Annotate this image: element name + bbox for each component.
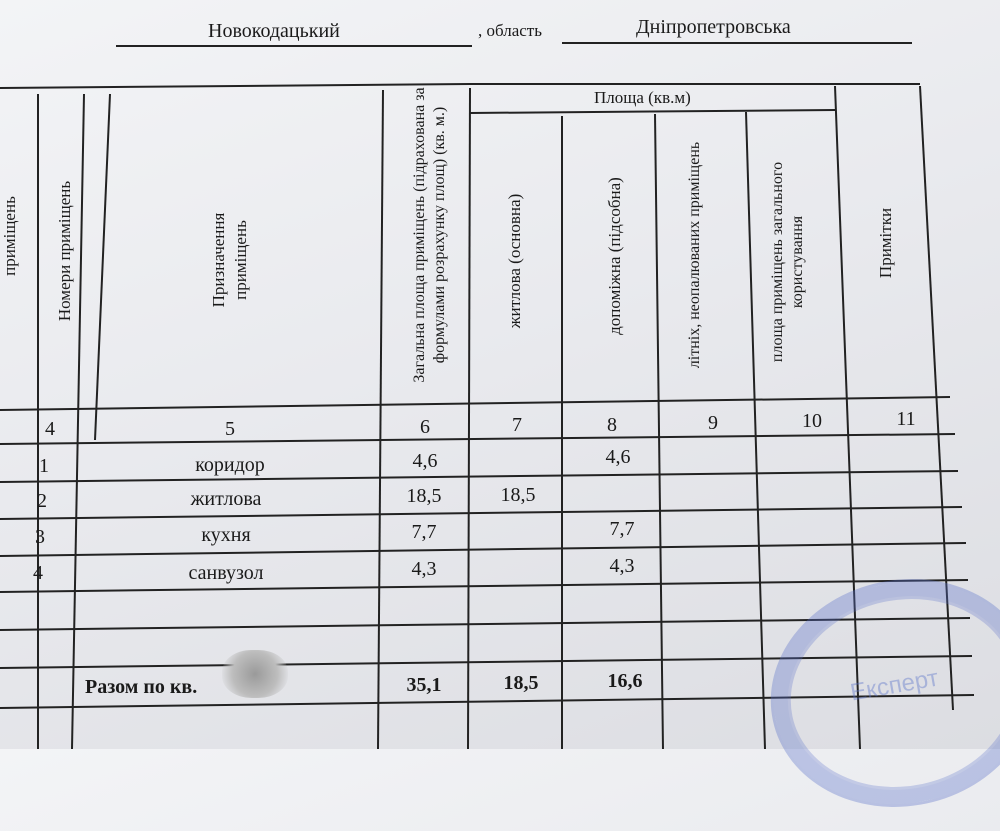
header-total-area: Загальна площа приміщень (підрахована за формулами розрахунку площ) (кв. м.): [411, 87, 448, 383]
room-number: 3: [35, 526, 45, 548]
col-number: 9: [708, 412, 718, 434]
room-total-area: 4,3: [411, 558, 437, 580]
header-common-area: площа приміщень загального користування: [769, 161, 806, 363]
room-purpose: кухня: [201, 524, 251, 546]
region-value: Дніпропетровська: [636, 16, 791, 38]
header-rooms-partial: приміщень: [0, 196, 19, 276]
col-number: 10: [802, 410, 822, 432]
header-room-purpose: Призначення приміщень: [209, 212, 250, 308]
room-auxiliary-area: 4,3: [609, 555, 635, 577]
district-value: Новокодацький: [208, 20, 340, 42]
room-number: 2: [37, 490, 47, 512]
header-room-numbers: Номери приміщень: [55, 180, 74, 322]
totals-living-area: 18,5: [503, 672, 539, 694]
col-number: 4: [45, 418, 55, 440]
room-purpose: коридор: [195, 454, 265, 476]
header-notes: Примітки: [876, 207, 895, 279]
col-number: 5: [225, 418, 235, 440]
room-auxiliary-area: 7,7: [609, 518, 635, 540]
totals-label: Разом по кв.: [85, 676, 198, 698]
room-total-area: 4,6: [412, 450, 438, 472]
col-number: 11: [896, 408, 916, 430]
room-number: 1: [39, 455, 49, 477]
header-area-group: Площа (кв.м): [594, 88, 691, 107]
room-total-area: 18,5: [406, 485, 442, 507]
totals-total-area: 35,1: [406, 674, 442, 696]
col-number: 7: [512, 414, 522, 436]
header-auxiliary-area: допоміжна (підсобна): [605, 177, 624, 335]
stamp-text: Експерт: [848, 664, 941, 707]
redacted-blur: [222, 650, 288, 698]
room-number: 4: [33, 562, 43, 584]
col-number: 8: [607, 414, 617, 436]
room-purpose: санвузол: [188, 562, 264, 584]
room-living-area: 18,5: [500, 484, 536, 506]
totals-auxiliary-area: 16,6: [607, 670, 643, 692]
room-auxiliary-area: 4,6: [605, 446, 631, 468]
col-number: 6: [420, 416, 430, 438]
region-label: , область: [478, 21, 542, 40]
header-living-area: житлова (основна): [505, 193, 524, 329]
header-summer-unheated: літніх, неопалюваних приміщень: [686, 141, 703, 369]
room-purpose: житлова: [190, 488, 262, 510]
room-total-area: 7,7: [411, 521, 437, 543]
